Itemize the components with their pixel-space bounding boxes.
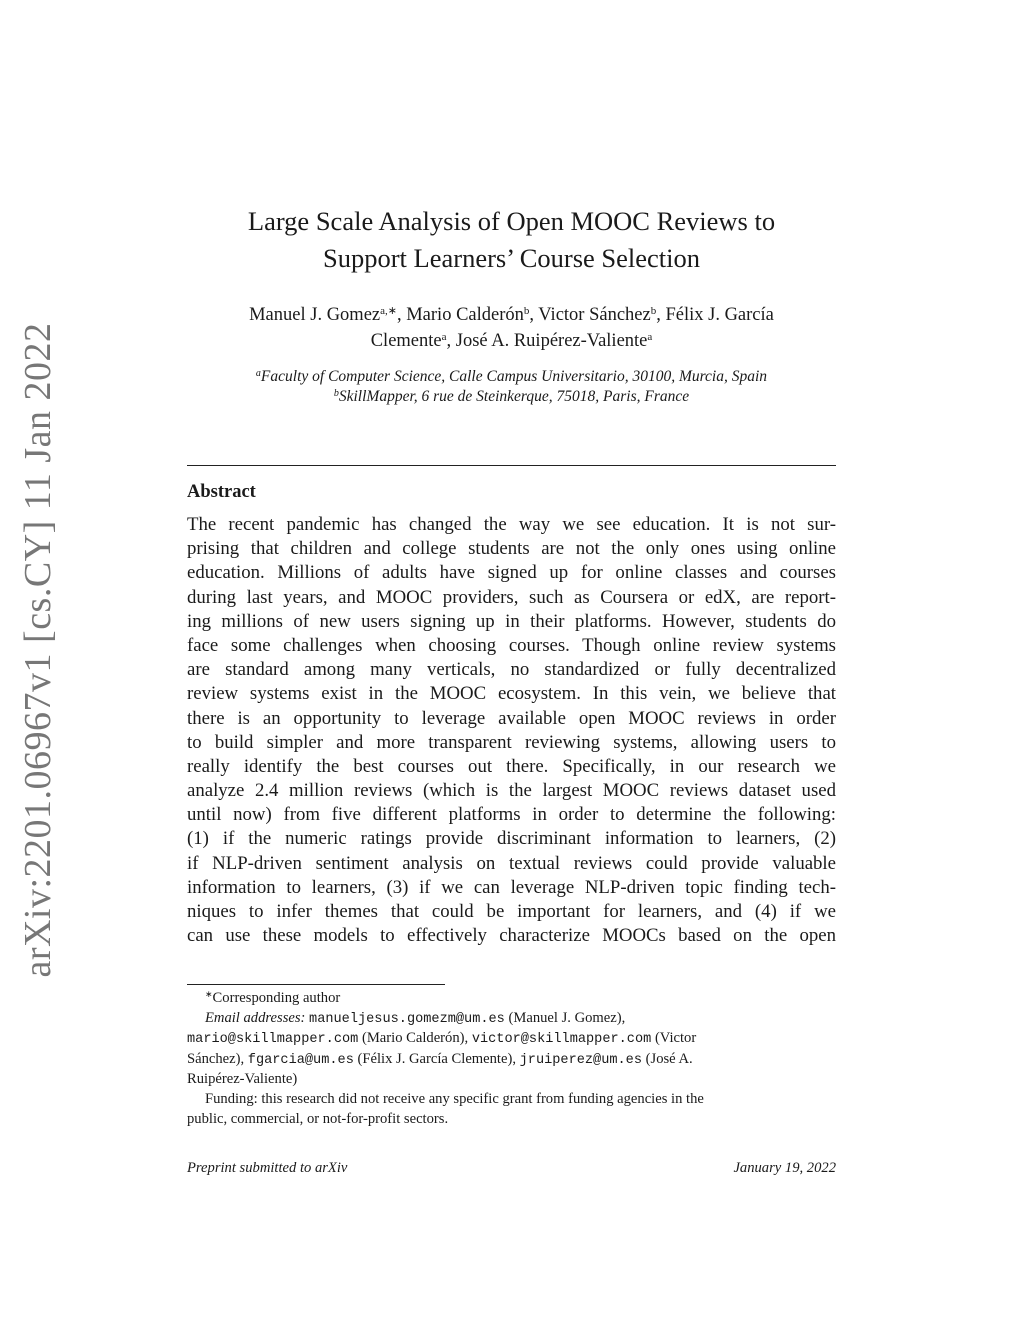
footnote-marker: ∗ [205,989,213,999]
abstract-line: analyze 2.4 million reviews (which is the largest MOOC reviews dataset used [187,780,836,802]
email-link-garcia[interactable]: fgarcia@um.es [247,1052,354,1068]
footer-date: January 19, 2022 [733,1160,836,1176]
author-affil-marker: b [523,305,530,317]
email-line-3 [187,1049,836,1069]
abstract-line: are standard among many verticals, no standardized or fully decentralized [187,659,836,681]
abstract-body [187,513,836,948]
abstract-line: education. Millions of adults have signed up for online classes and courses [187,562,836,584]
author-list [187,302,836,354]
email-link-gomez[interactable]: manueljesus.gomezm@um.es [309,1012,505,1028]
email-owner: (Manuel J. Gomez), [508,1010,626,1027]
abstract-line: (1) if the numeric ratings provide discriminant information to learners, (2) [187,828,836,850]
affiliation-marker: a [255,368,261,379]
author-name: , José A. Ruipérez-Valiente [446,331,648,351]
email-owner: (Mario Calderón), [361,1030,469,1047]
email-link-ruiperez[interactable]: jruiperez@um.es [519,1052,642,1068]
footer-preprint-note: Preprint submitted to arXiv [187,1160,348,1176]
email-link-calderon[interactable]: mario@skillmapper.com [187,1032,359,1048]
email-owner: (Victor [654,1030,697,1047]
abstract-heading: Abstract [187,482,256,502]
author-affil-marker: a [647,331,653,343]
email-owner: Ruipérez-Valiente) [187,1070,298,1087]
abstract-line: until now) from five different platforms in order to determine the following: [187,804,836,826]
abstract-line: face some challenges when choosing courses. Though online review systems [187,634,836,656]
arxiv-identifier: arXiv:2201.06967v1 [cs.CY] 11 Jan 2022 [17,322,59,978]
email-line-1 [187,1008,836,1028]
author-name: , Mario Calderón [396,305,524,325]
abstract-line: The recent pandemic has changed the way we see education. It is not sur- [187,514,836,535]
email-line-2 [187,1028,836,1048]
footnote-rule [187,984,445,985]
email-owner: Sánchez), [187,1050,245,1067]
affiliation-marker: b [333,388,339,399]
abstract-line: can use these models to effectively characterize MOOCs based on the open [187,925,836,947]
corresponding-author-text: Corresponding author [212,990,341,1006]
email-owner: (José A. [645,1050,693,1067]
affiliation-b [187,387,836,407]
title-line-2: Support Learners’ Course Selection [322,243,701,273]
email-label: Email addresses: [205,1010,306,1027]
affiliation-text: SkillMapper, 6 rue de Steinkerque, 75018, Paris, France [338,388,690,405]
title-line-1: Large Scale Analysis of Open MOOC Reviews to [247,206,776,236]
abstract-line: prising that children and college students are not the only ones using online [187,538,836,560]
email-line-4 [187,1069,836,1089]
abstract-line: if NLP-driven sentiment analysis on textual reviews could provide valuable [187,852,836,874]
author-name: Clemente [370,331,442,351]
email-link-sanchez[interactable]: victor@skillmapper.com [471,1032,652,1048]
abstract-line: there is an opportunity to leverage available open MOOC reviews in order [187,707,836,729]
paper-page [187,0,836,1325]
author-name: Manuel J. Gomez [249,305,381,325]
author-name: , Victor Sánchez [529,305,651,325]
author-affil-marker: a,∗ [380,305,397,317]
email-owner: (Félix J. García Clemente), [357,1050,516,1067]
funding-note-line-1: Funding: this research did not receive any specific grant from funding agencies in the [205,1090,704,1107]
abstract-line: during last years, and MOOC providers, such as Coursera or edX, are report- [187,586,836,608]
abstract-line: to build simpler and more transparent reviewing systems, allowing users to [187,731,836,753]
author-name: , Félix J. García [656,305,774,325]
abstract-line: information to learners, (3) if we can leverage NLP-driven topic finding tech- [187,876,836,898]
paper-title [187,203,836,277]
funding-note-line-2: public, commercial, or not-for-profit sectors. [187,1111,449,1128]
abstract-line: niques to infer themes that could be important for learners, and (4) if we [187,901,836,922]
abstract-top-rule [187,465,836,466]
affiliation-text: Faculty of Computer Science, Calle Campus Universitario, 30100, Murcia, Spain [260,368,768,385]
author-affil-marker: b [650,305,657,317]
affiliation-a [187,367,836,387]
author-affil-marker: a [441,331,447,343]
abstract-line: review systems exist in the MOOC ecosystem. In this vein, we believe that [187,683,836,705]
abstract-line: really identify the best courses out there. Specifically, in our research we [187,755,836,777]
page-footer [187,1160,836,1177]
footnotes [187,988,836,1129]
abstract-line: ing millions of new users signing up in their platforms. However, students do [187,610,836,632]
corresponding-author-note [187,988,836,1008]
